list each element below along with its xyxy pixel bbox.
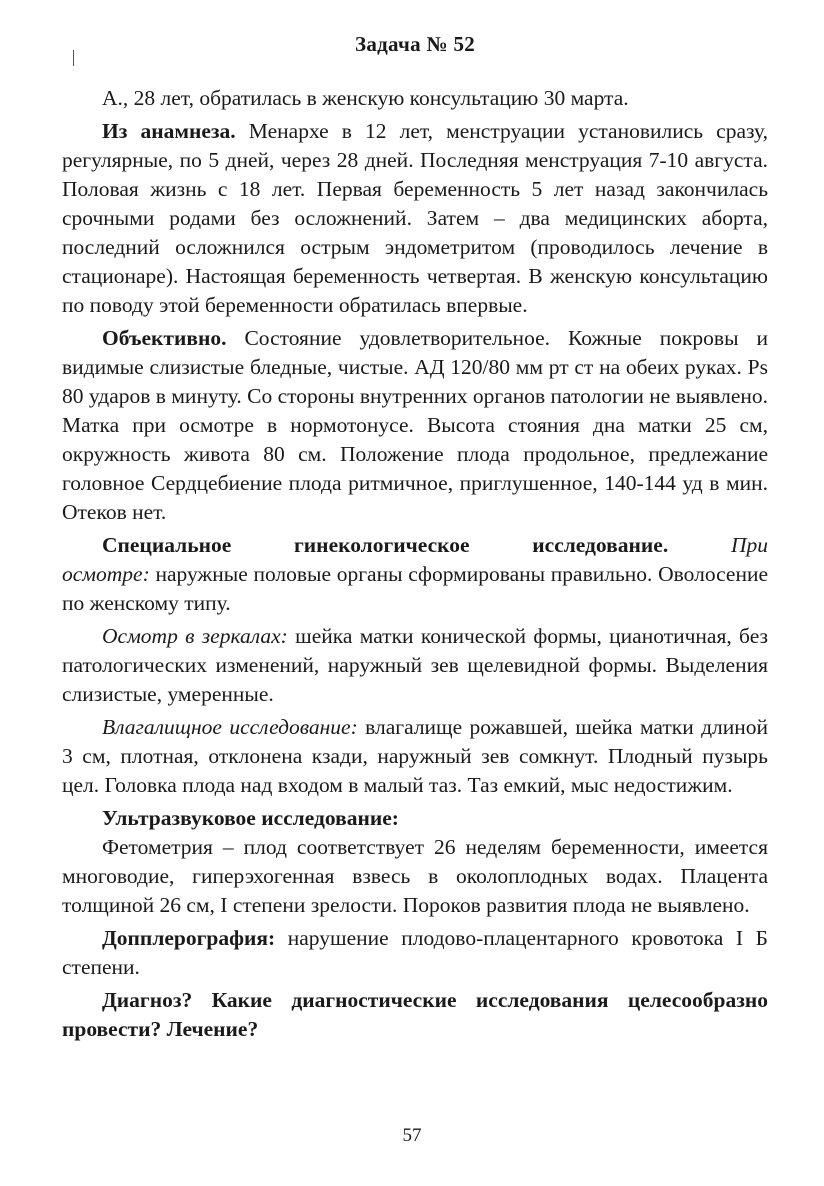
gyn-exam-heading-word2: гинекологическое: [294, 533, 470, 557]
anamnesis-heading: Из анамнеза.: [102, 119, 236, 143]
page-number: 57: [402, 1125, 422, 1146]
ultrasound-heading-paragraph: [62, 804, 768, 833]
objective-text: Состояние удовлетворительное. Кожные покровы и видимые слизистые бледные, чистые. АД 120/80 мм рт ст на обеих руках. Ps 80 ударов в минуту. Со стороны внутренних органов патологии не выявлено. Матка при осмотре в нормотонусе. Высота стояния дна матки 25 см, окружность живота 80 см. Положение плода продольное, предлежание головное Сердцебиение плода ритмичное, приглушенное, 140-144 уд в мин. Отеков нет.: [62, 326, 768, 524]
gyn-exam-sub2-paragraph: [62, 622, 768, 709]
gyn-exam-sub2-text: шейка матки конической формы, цианотичная, без патологических изменений, наружный зев щелевидной формы. Выделения слизистые, умеренные.: [62, 624, 768, 706]
gyn-exam-sub3-label: Влагалищное исследование:: [102, 715, 358, 739]
gyn-exam-sub3-paragraph: [62, 713, 768, 800]
task-title: Задача № 52: [354, 32, 476, 56]
objective-paragraph: [62, 324, 768, 527]
ultrasound-heading: Ультразвуковое исследование:: [102, 806, 399, 830]
anamnesis-paragraph: [62, 117, 768, 320]
ultrasound-paragraph: Фетометрия – плод соответствует 26 неделям беременности, имеется многоводие, гиперэхогенная взвесь в околоплодных водах. Плацента толщиной 26 см, I степени зрелости. Пороков развития плода не выявлено.: [62, 835, 768, 917]
doppler-text: нарушение плодово-плацентарного кровотока I Б степени.: [62, 926, 769, 979]
gyn-exam-sub1-label-part2: осмотре:: [62, 562, 150, 586]
anamnesis-text: Менархе в 12 лет, менструации установились сразу, регулярные, по 5 дней, через 28 дней. Последняя менструация 7-10 августа. Половая жизнь с 18 лет. Первая беременность 5 лет назад закончилась срочными родами без осложнений. Затем – два медицинских аборта, последний осложнился острым эндометритом (проводилось лечение в стационаре). Настоящая беременность четвертая. В женскую консультацию по поводу этой беременности обратилась впервые.: [62, 119, 769, 317]
gyn-exam-sub2-label: Осмотр в зеркалах:: [102, 624, 288, 648]
gyn-exam-sub1-paragraph: [62, 560, 768, 618]
page-content: [62, 30, 768, 1048]
objective-heading: Объективно.: [102, 326, 227, 350]
gyn-exam-heading-word3: исследование.: [532, 533, 669, 557]
gyn-exam-sub3-text: влагалище рожавшей, шейка матки длиной 3 см, плотная, отклонена кзади, наружный зев сомкнут. Плодный пузырь цел. Головка плода над входом в малый таз. Таз емкий, мыс недостижим.: [62, 715, 769, 797]
questions-paragraph: Диагноз? Какие диагностические исследования целесообразно провести? Лечение?: [62, 988, 768, 1041]
intro-paragraph: А., 28 лет, обратилась в женскую консультацию 30 марта.: [102, 86, 629, 110]
gyn-exam-heading-line: [62, 531, 768, 560]
gyn-exam-sub1-label-part1: При: [730, 533, 768, 557]
doppler-heading: Допплерография:: [102, 926, 276, 950]
gyn-exam-sub1-text: наружные половые органы сформированы правильно. Оволосение по женскому типу.: [62, 562, 769, 615]
doppler-paragraph: [62, 924, 768, 982]
gyn-exam-heading-word1: Специальное: [102, 533, 232, 557]
